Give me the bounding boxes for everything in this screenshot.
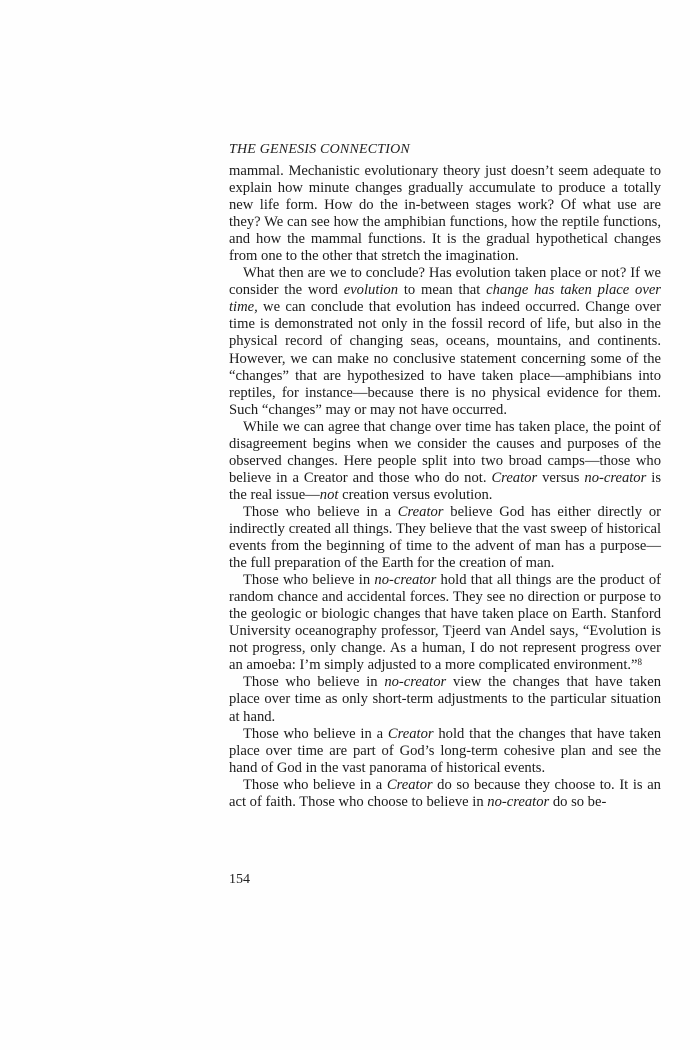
paragraph-5: Those who believe in no-creator hold that all things are the product of random chance and accidental forces. They see no direction or purpose to the geologic or biologic changes that have taken place on Earth. Stanford University oceanography professor, Tjeerd van Andel says, “Evolution is not progress, only change. As a human, I do not represent progress over an amoeba: I’m simply adjusted to a more complicated environment.”$^8$ <box>229 572 661 674</box>
body-text <box>229 163 661 811</box>
paragraph-7: Those who believe in a Creator hold that the changes that have taken place over time are part of God’s long-term cohesive plan and see the hand of God in the vast panorama of historical events. <box>229 725 661 776</box>
footnote-marker: 8 <box>637 657 642 668</box>
running-head: THE GENESIS CONNECTION <box>229 142 410 157</box>
paragraph-6: Those who believe in no-creator view the changes that have taken place over time as only short-term adjustments to the particular situation at hand. <box>229 674 661 725</box>
page-number: 154 <box>229 872 250 887</box>
paragraph-8: Those who believe in a Creator do so because they choose to. It is an act of faith. Those who choose to believe in no-creator do so be- <box>229 776 661 810</box>
paragraph-3: While we can agree that change over time has taken place, the point of disagreement begins when we consider the causes and purposes of the observed changes. Here people split into two broad camps—those who believe in a Creator and those who do not. Creator versus no-creator is the real issue—not creation versus evolution. <box>229 418 661 503</box>
paragraph-4: Those who believe in a Creator believe God has either directly or indirectly created all things. They believe that the vast sweep of historical events from the beginning of time to the advent of man has a purpose—the full preparation of the Earth for the creation of man. <box>229 503 661 572</box>
paragraph-1: mammal. Mechanistic evolutionary theory just doesn’t seem adequate to explain how minute changes gradually accumulate to produce a totally new life form. How do the in-between stages work? Of what use are they? We can see how the amphibian functions, how the reptile functions, and how the mammal functions. It is the gradual hypothetical changes from one to the other that stretch the imagination. <box>229 163 661 265</box>
paragraph-2: What then are we to conclude? Has evolution taken place or not? If we consider the word evolution to mean that change has taken place over time, we can conclude that evolution has indeed occurred. Change over time is demonstrated not only in the fossil record of life, but also in the physical record of changing seas, oceans, mountains, and continents. However, we can make no conclusive statement concerning some of the “changes” that are hypothesized to have taken place—amphibians into reptiles, for instance—because there is no physical evidence for them. Such “changes” may or may not have occurred. <box>229 265 661 418</box>
